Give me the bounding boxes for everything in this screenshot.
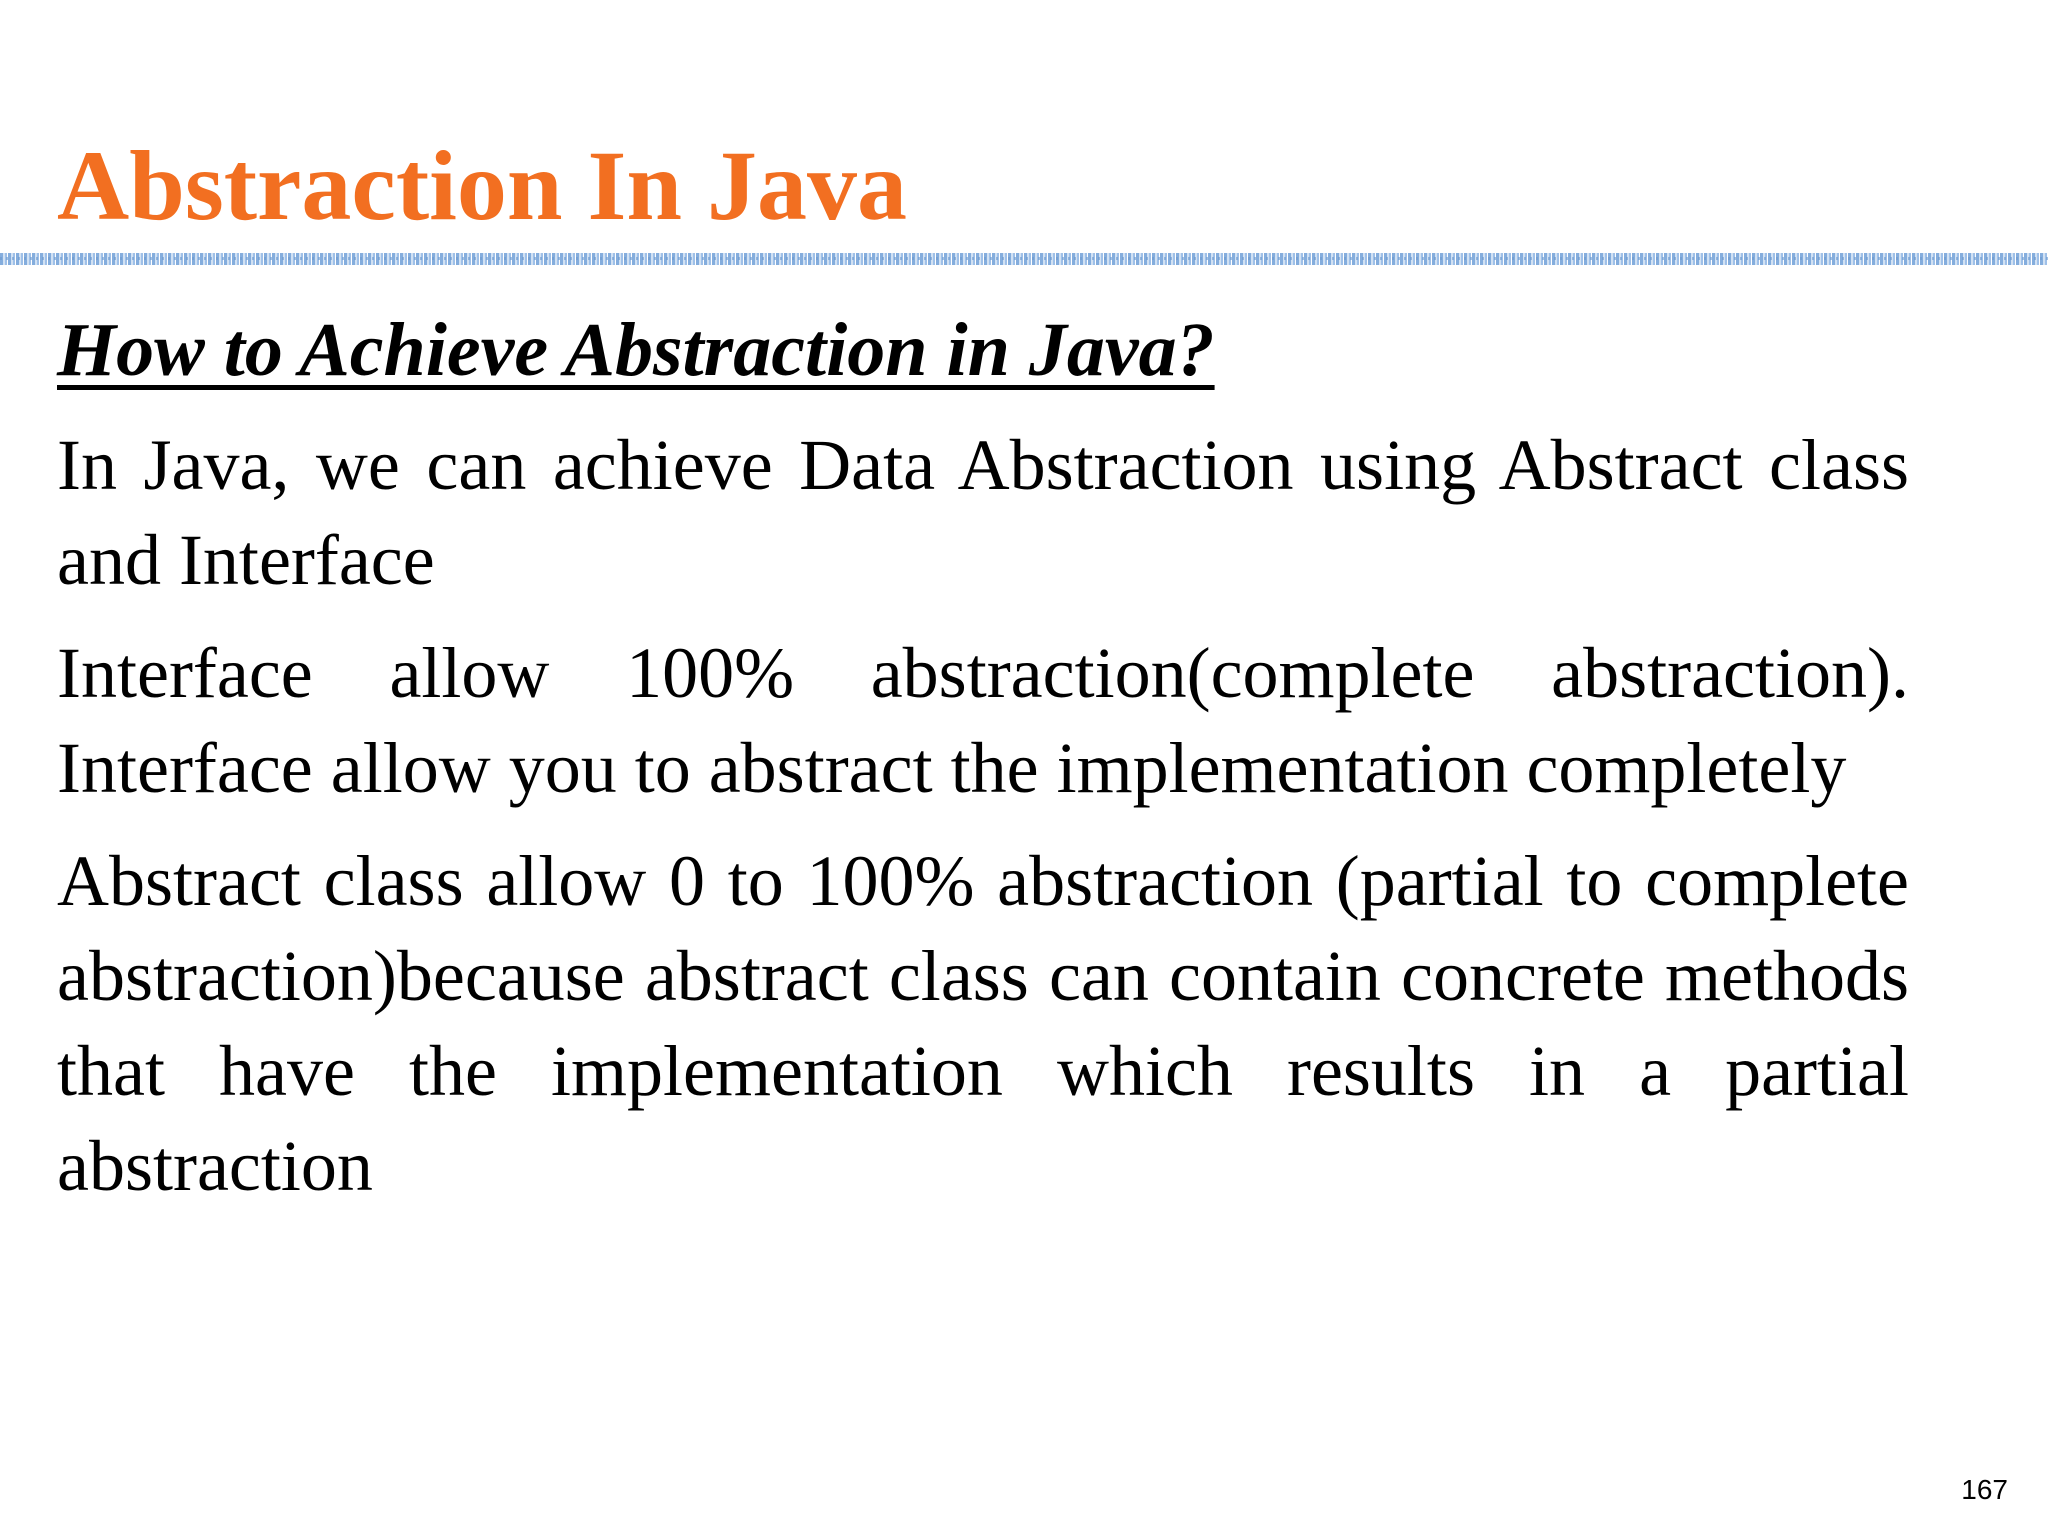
section-subheading: How to Achieve Abstraction in Java? <box>57 308 1215 392</box>
paragraph-3: Abstract class allow 0 to 100% abstraction (partial to complete abstraction)because abstract class can contain concrete methods that have the implementation which results in a partial abstraction <box>57 841 1909 1206</box>
paragraph-1: In Java, we can achieve Data Abstraction using Abstract class and Interface <box>57 425 1909 600</box>
paragraph-2: Interface allow 100% abstraction(complete abstraction). Interface allow you to abstract the implementation completely <box>57 633 1909 808</box>
title-divider <box>0 253 2048 265</box>
slide-title: Abstraction In Java <box>57 130 908 241</box>
page-number: 167 <box>1961 1474 2008 1505</box>
slide-body <box>57 300 1909 1232</box>
